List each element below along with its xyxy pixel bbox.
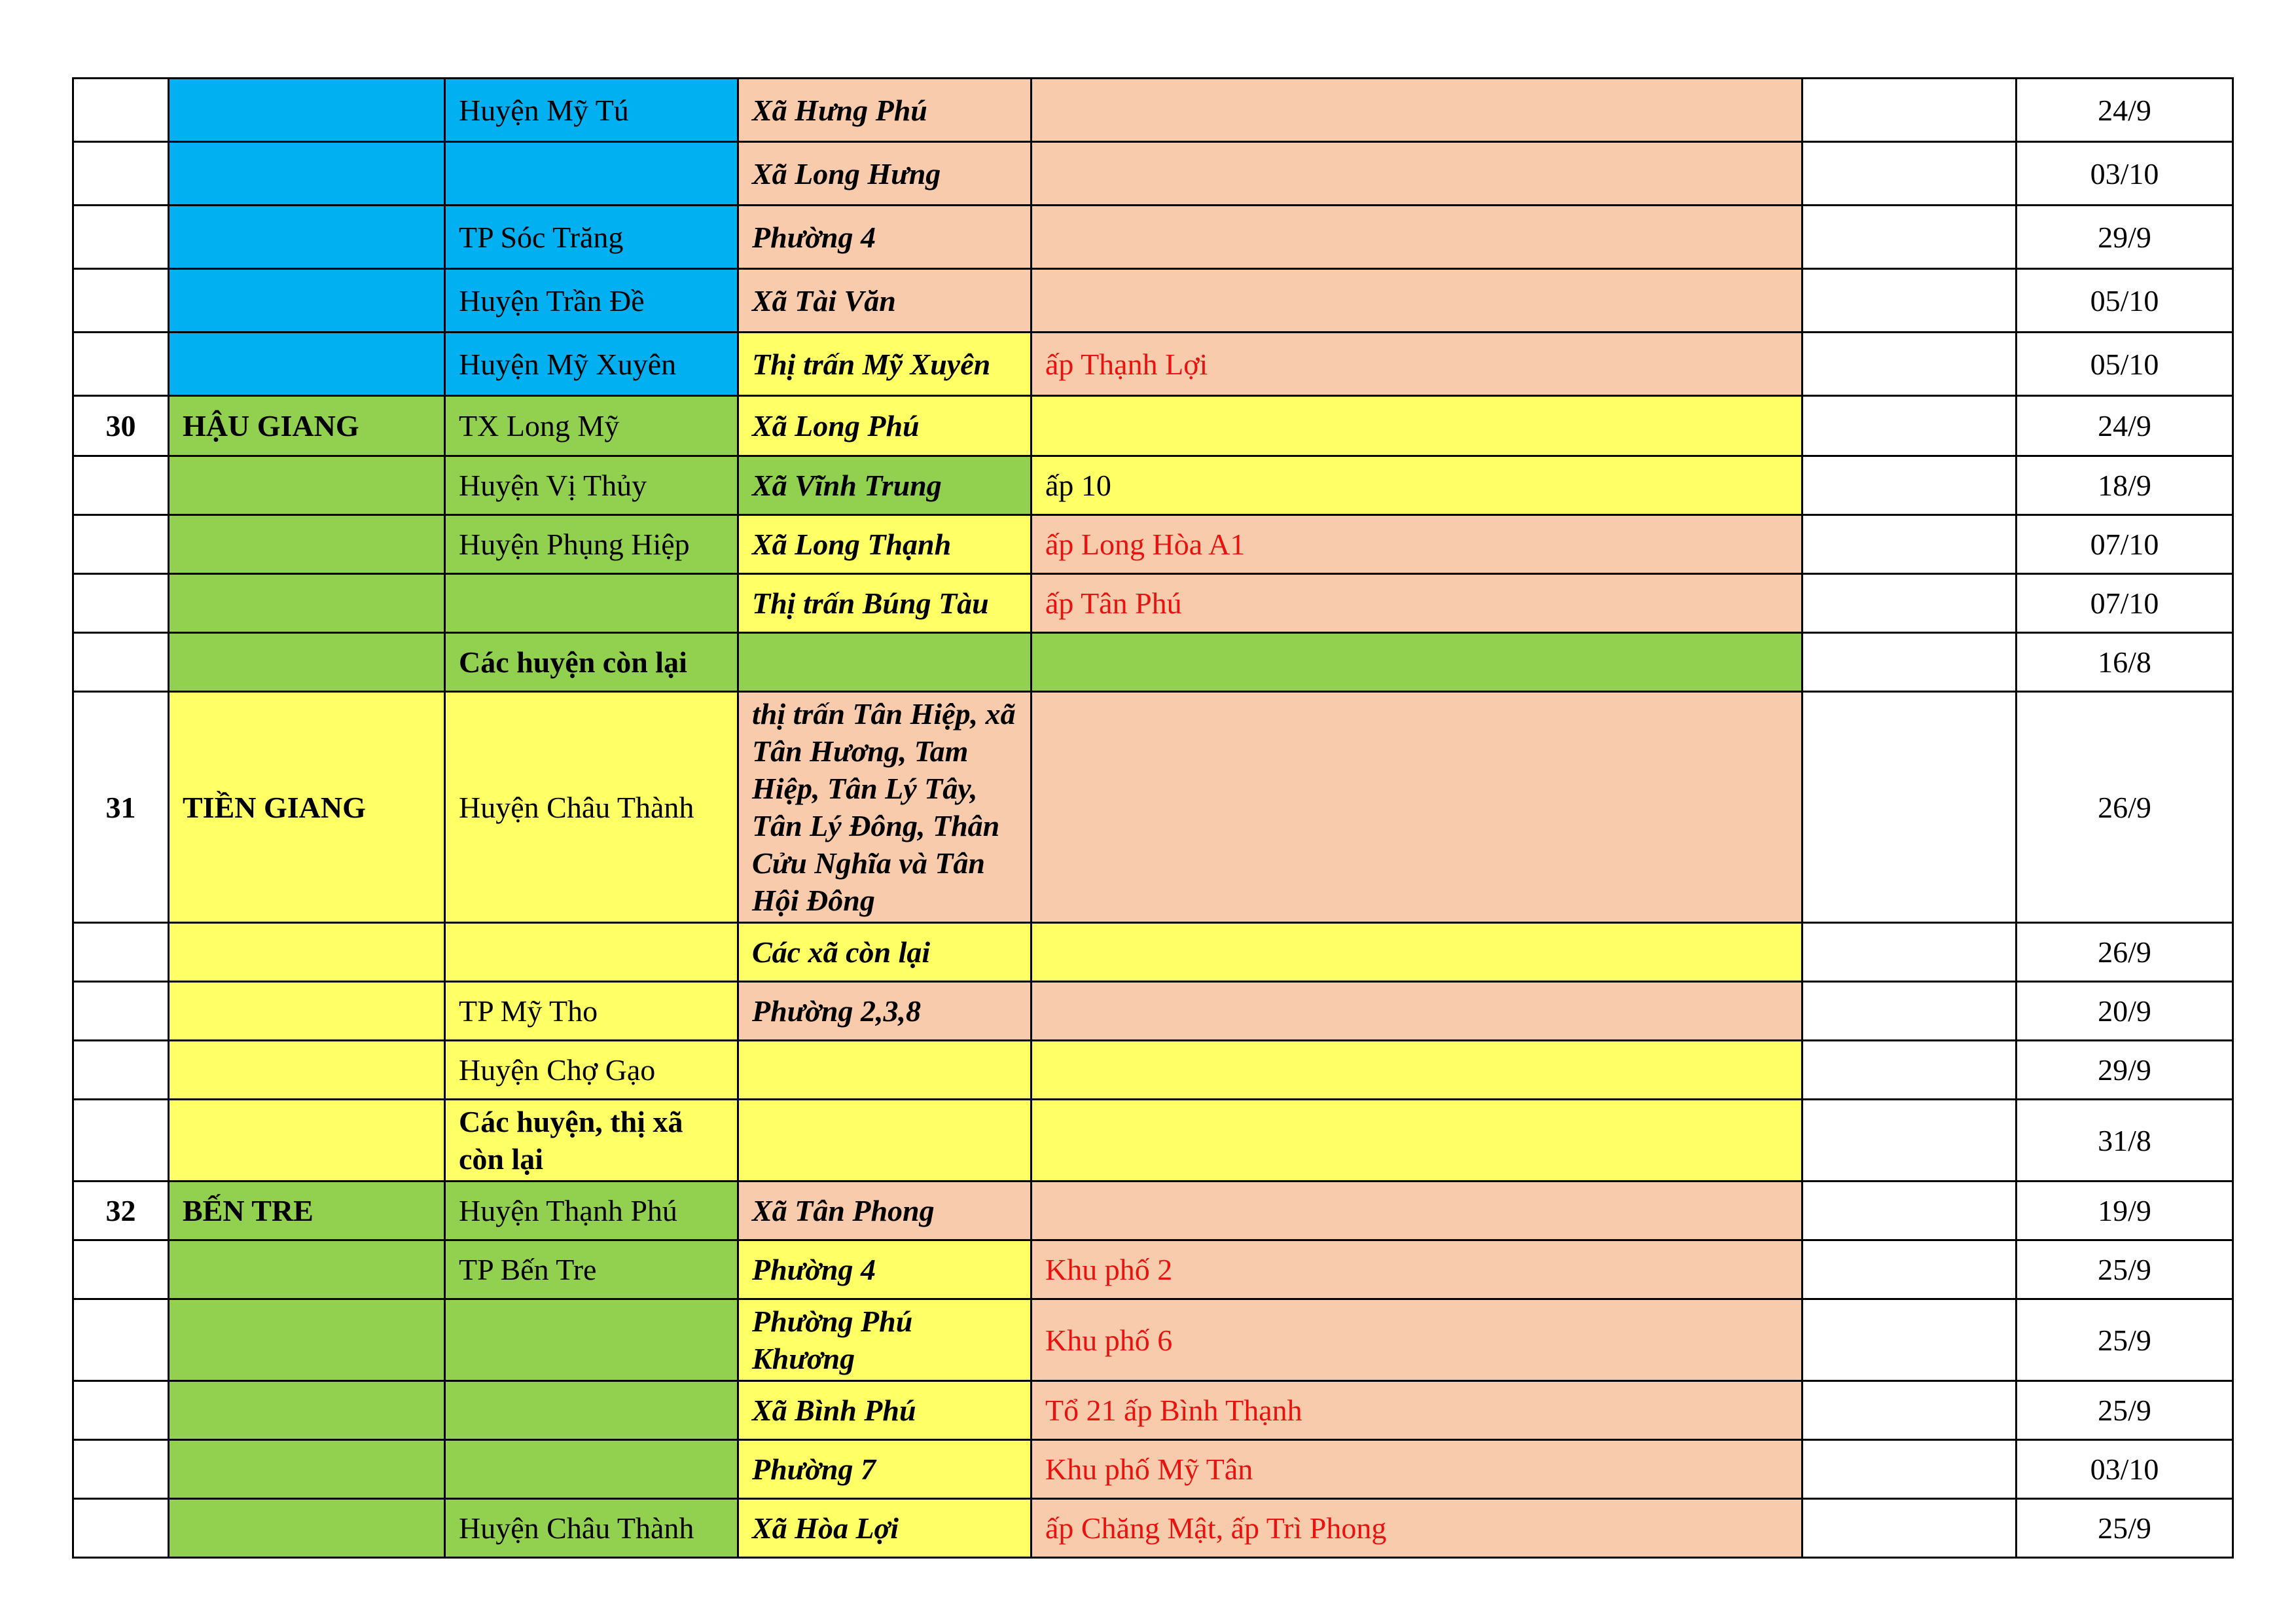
table-row [73, 1499, 2233, 1558]
cell-stt [73, 142, 169, 206]
table-row [73, 633, 2233, 692]
cell-area: ấp Tân Phú [1031, 574, 1803, 633]
table-row [73, 982, 2233, 1041]
cell-ward: Xã Hưng Phú [738, 79, 1031, 142]
cell-province [169, 456, 445, 515]
cell-province [169, 333, 445, 396]
cell-date: 16/8 [2017, 633, 2233, 692]
cell-date: 26/9 [2017, 692, 2233, 923]
cell-ward: Xã Long Phú [738, 396, 1031, 456]
cell-stt [73, 1381, 169, 1440]
cell-stt [73, 515, 169, 574]
cell-area [1031, 633, 1803, 692]
cell-district: Huyện Thạnh Phú [445, 1182, 738, 1240]
cell-district: Huyện Phụng Hiệp [445, 515, 738, 574]
cell-area: Khu phố 2 [1031, 1240, 1803, 1299]
cell-ward: Phường 4 [738, 206, 1031, 269]
cell-area [1031, 1041, 1803, 1100]
cell-ward: thị trấn Tân Hiệp, xã Tân Hương, Tam Hiệp, Tân Lý Tây, Tân Lý Đông, Thân Cửu Nghĩa và Tân Hội Đông [738, 692, 1031, 923]
cell-ward: Xã Long Thạnh [738, 515, 1031, 574]
cell-note [1803, 1100, 2017, 1182]
table-row [73, 692, 2233, 923]
cell-date: 25/9 [2017, 1499, 2233, 1558]
cell-district: Huyện Mỹ Xuyên [445, 333, 738, 396]
table-row [73, 1381, 2233, 1440]
cell-district: Huyện Châu Thành [445, 692, 738, 923]
cell-stt [73, 1299, 169, 1381]
cell-date: 26/9 [2017, 923, 2233, 982]
cell-district: TP Sóc Trăng [445, 206, 738, 269]
cell-date: 19/9 [2017, 1182, 2233, 1240]
cell-district [445, 923, 738, 982]
cell-note [1803, 142, 2017, 206]
cell-note [1803, 1041, 2017, 1100]
cell-district [445, 1299, 738, 1381]
cell-note [1803, 269, 2017, 333]
cell-note [1803, 1381, 2017, 1440]
cell-note [1803, 79, 2017, 142]
cell-stt [73, 923, 169, 982]
cell-ward [738, 1100, 1031, 1182]
cell-area [1031, 396, 1803, 456]
cell-note [1803, 396, 2017, 456]
cell-note [1803, 206, 2017, 269]
cell-province [169, 1100, 445, 1182]
cell-ward: Thị trấn Búng Tàu [738, 574, 1031, 633]
cell-date: 29/9 [2017, 1041, 2233, 1100]
cell-district: TP Bến Tre [445, 1240, 738, 1299]
cell-date: 07/10 [2017, 574, 2233, 633]
cell-note [1803, 982, 2017, 1041]
cell-area: ấp Thạnh Lợi [1031, 333, 1803, 396]
table-row [73, 1100, 2233, 1182]
cell-stt [73, 333, 169, 396]
cell-province [169, 269, 445, 333]
cell-stt: 31 [73, 692, 169, 923]
cell-ward: Phường 4 [738, 1240, 1031, 1299]
table-row [73, 1299, 2233, 1381]
cell-ward: Các xã còn lại [738, 923, 1031, 982]
cell-area: Khu phố Mỹ Tân [1031, 1440, 1803, 1499]
cell-province [169, 79, 445, 142]
cell-district: Huyện Mỹ Tú [445, 79, 738, 142]
cell-stt [73, 574, 169, 633]
cell-stt [73, 1240, 169, 1299]
cell-ward: Phường 7 [738, 1440, 1031, 1499]
cell-province [169, 1299, 445, 1381]
cell-stt: 30 [73, 396, 169, 456]
cell-stt [73, 1100, 169, 1182]
cell-province [169, 923, 445, 982]
cell-date: 18/9 [2017, 456, 2233, 515]
cell-area [1031, 1100, 1803, 1182]
cell-province [169, 206, 445, 269]
cell-stt [73, 456, 169, 515]
cell-province: HẬU GIANG [169, 396, 445, 456]
cell-province [169, 1240, 445, 1299]
cell-date: 25/9 [2017, 1381, 2233, 1440]
cell-area [1031, 79, 1803, 142]
cell-district: Các huyện, thị xã còn lại [445, 1100, 738, 1182]
schedule-table [72, 77, 2234, 1559]
cell-ward: Xã Hòa Lợi [738, 1499, 1031, 1558]
table-row [73, 333, 2233, 396]
cell-ward: Phường 2,3,8 [738, 982, 1031, 1041]
table-row [73, 515, 2233, 574]
cell-ward [738, 633, 1031, 692]
cell-note [1803, 923, 2017, 982]
table-row [73, 79, 2233, 142]
cell-note [1803, 333, 2017, 396]
table-row [73, 1041, 2233, 1100]
cell-date: 03/10 [2017, 142, 2233, 206]
cell-date: 05/10 [2017, 269, 2233, 333]
cell-note [1803, 1240, 2017, 1299]
table-row [73, 269, 2233, 333]
cell-stt: 32 [73, 1182, 169, 1240]
cell-province [169, 982, 445, 1041]
cell-ward: Xã Tân Phong [738, 1182, 1031, 1240]
cell-area [1031, 269, 1803, 333]
cell-stt [73, 633, 169, 692]
cell-area [1031, 1182, 1803, 1240]
table-row [73, 456, 2233, 515]
cell-ward [738, 1041, 1031, 1100]
cell-district: Huyện Trần Đề [445, 269, 738, 333]
cell-district: Các huyện còn lại [445, 633, 738, 692]
cell-stt [73, 1499, 169, 1558]
cell-area: Tổ 21 ấp Bình Thạnh [1031, 1381, 1803, 1440]
table-row [73, 574, 2233, 633]
cell-date: 07/10 [2017, 515, 2233, 574]
cell-district [445, 1440, 738, 1499]
cell-district [445, 574, 738, 633]
cell-ward: Xã Long Hưng [738, 142, 1031, 206]
cell-date: 29/9 [2017, 206, 2233, 269]
table-row [73, 206, 2233, 269]
cell-ward: Phường Phú Khương [738, 1299, 1031, 1381]
cell-area [1031, 692, 1803, 923]
cell-area [1031, 142, 1803, 206]
cell-district [445, 142, 738, 206]
cell-area: Khu phố 6 [1031, 1299, 1803, 1381]
cell-stt [73, 982, 169, 1041]
cell-district: Huyện Chợ Gạo [445, 1041, 738, 1100]
cell-ward: Xã Vĩnh Trung [738, 456, 1031, 515]
cell-province [169, 1041, 445, 1100]
cell-note [1803, 1499, 2017, 1558]
cell-note [1803, 574, 2017, 633]
cell-date: 31/8 [2017, 1100, 2233, 1182]
cell-province [169, 574, 445, 633]
cell-date: 25/9 [2017, 1299, 2233, 1381]
cell-date: 03/10 [2017, 1440, 2233, 1499]
cell-province [169, 633, 445, 692]
cell-area [1031, 206, 1803, 269]
cell-province [169, 515, 445, 574]
cell-ward: Xã Tài Văn [738, 269, 1031, 333]
cell-province [169, 1381, 445, 1440]
cell-note [1803, 1440, 2017, 1499]
cell-date: 20/9 [2017, 982, 2233, 1041]
table-row [73, 1240, 2233, 1299]
table-row [73, 396, 2233, 456]
cell-date: 24/9 [2017, 79, 2233, 142]
cell-area: ấp Chăng Mật, ấp Trì Phong [1031, 1499, 1803, 1558]
cell-district: Huyện Vị Thủy [445, 456, 738, 515]
cell-province: BẾN TRE [169, 1182, 445, 1240]
cell-province [169, 142, 445, 206]
cell-area [1031, 923, 1803, 982]
cell-note [1803, 515, 2017, 574]
cell-district: TX Long Mỹ [445, 396, 738, 456]
cell-date: 25/9 [2017, 1240, 2233, 1299]
cell-area [1031, 982, 1803, 1041]
table-row [73, 1440, 2233, 1499]
cell-stt [73, 1041, 169, 1100]
schedule-table-body [73, 79, 2233, 1558]
table-row [73, 923, 2233, 982]
cell-ward: Thị trấn Mỹ Xuyên [738, 333, 1031, 396]
cell-stt [73, 206, 169, 269]
cell-note [1803, 1299, 2017, 1381]
cell-date: 24/9 [2017, 396, 2233, 456]
cell-stt [73, 79, 169, 142]
cell-stt [73, 269, 169, 333]
cell-date: 05/10 [2017, 333, 2233, 396]
cell-district: Huyện Châu Thành [445, 1499, 738, 1558]
cell-area: ấp 10 [1031, 456, 1803, 515]
cell-district [445, 1381, 738, 1440]
cell-note [1803, 633, 2017, 692]
cell-district: TP Mỹ Tho [445, 982, 738, 1041]
cell-province [169, 1440, 445, 1499]
table-row [73, 1182, 2233, 1240]
cell-ward: Xã Bình Phú [738, 1381, 1031, 1440]
table-row [73, 142, 2233, 206]
cell-province [169, 1499, 445, 1558]
cell-note [1803, 1182, 2017, 1240]
cell-area: ấp Long Hòa A1 [1031, 515, 1803, 574]
cell-stt [73, 1440, 169, 1499]
cell-province: TIỀN GIANG [169, 692, 445, 923]
cell-note [1803, 692, 2017, 923]
cell-note [1803, 456, 2017, 515]
